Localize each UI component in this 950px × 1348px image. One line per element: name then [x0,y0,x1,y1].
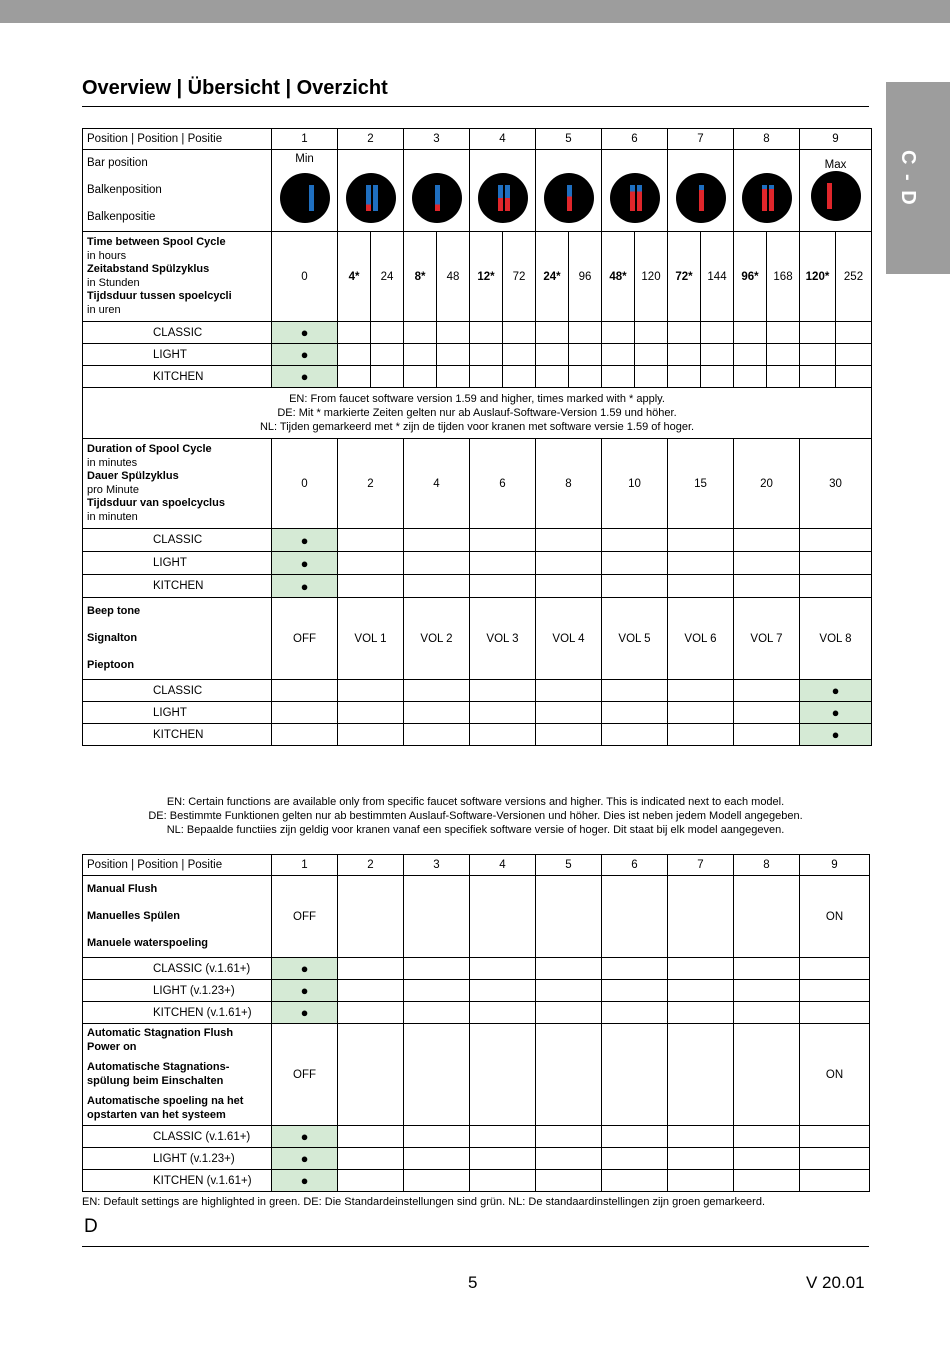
position-1: 1 [272,129,338,150]
time-between-row [83,232,872,322]
stagnation-row [83,1024,870,1126]
default-dot: ● [272,366,338,388]
default-dot: ● [272,958,338,980]
default-dot: ● [272,552,338,575]
time-value: 168 [767,232,800,322]
model-row-classic [83,529,872,552]
duration-value: 2 [338,439,404,529]
model-row-classic [83,1126,870,1148]
duration-value: 15 [668,439,734,529]
max-label: Max [824,158,847,171]
model-row-classic [83,322,872,344]
model-label: LIGHT (v.1.23+) [83,1148,272,1170]
beep-row [83,598,872,680]
bar-cell-5 [536,150,602,232]
model-label: LIGHT [83,702,272,724]
time-value: 120 [635,232,668,322]
footer-rule [82,1246,869,1247]
section-tab-label: C - D [897,150,919,207]
position-7: 7 [668,129,734,150]
beep-value: VOL 2 [404,598,470,680]
duration-label: Duration of Spool Cycle in minutes Dauer Spülzyklus pro Minute Tijdsduur van spoelcyclus in minuten [83,439,272,529]
position-row [83,129,872,150]
bar-cell-3 [404,150,470,232]
bar-indicator-icon [412,173,462,223]
model-label: LIGHT [83,552,272,575]
model-row-light [83,344,872,366]
bar-cell-2 [338,150,404,232]
model-row-kitchen [83,1002,870,1024]
time-between-label: Time between Spool Cycle in hours Zeitabstand Spülzyklus in Stunden Tijdsduur tussen spoelcycli in uren [83,232,272,322]
duration-value: 8 [536,439,602,529]
model-label: KITCHEN [83,575,272,598]
default-dot: ● [272,980,338,1002]
position-4: 4 [470,855,536,876]
position-5: 5 [536,855,602,876]
position-4: 4 [470,129,536,150]
model-label: CLASSIC [83,680,272,702]
duration-value: 20 [734,439,800,529]
model-row-classic [83,958,870,980]
time-value: 96 [569,232,602,322]
model-row-kitchen [83,724,872,746]
manual-flush-row [83,876,870,958]
bar-cell-1 [272,150,338,232]
time-value: 72* [668,232,701,322]
model-row-light [83,980,870,1002]
model-row-classic [83,680,872,702]
min-label: Min [295,153,314,165]
on-value: ON [800,876,870,958]
page-title: Overview | Übersicht | Overzicht [82,77,388,99]
position-2: 2 [338,129,404,150]
bar-indicator-icon [346,173,396,223]
beep-value: VOL 4 [536,598,602,680]
beep-value: VOL 7 [734,598,800,680]
time-value: 24 [371,232,404,322]
bar-position-label: Bar position Balkenposition Balkenpositie [83,150,272,232]
default-dot: ● [272,322,338,344]
position-label: Position | Position | Positie [83,855,272,876]
model-row-kitchen [83,366,872,388]
version-label: V 20.01 [806,1273,865,1292]
duration-value: 4 [404,439,470,529]
position-9: 9 [800,129,872,150]
page-number: 5 [468,1273,478,1292]
position-1: 1 [272,855,338,876]
beep-label: Beep tone Signalton Pieptoon [83,598,272,680]
time-value: 72 [503,232,536,322]
beep-value: VOL 5 [602,598,668,680]
off-value: OFF [272,1024,338,1126]
time-value: 48* [602,232,635,322]
beep-value: VOL 6 [668,598,734,680]
time-value: 144 [701,232,734,322]
bar-cell-9 [800,150,872,232]
position-5: 5 [536,129,602,150]
position-9: 9 [800,855,870,876]
default-dot: ● [272,1148,338,1170]
time-value: 12* [470,232,503,322]
beep-value: OFF [272,598,338,680]
model-label: KITCHEN [83,366,272,388]
time-value: 252 [836,232,872,322]
duration-value: 6 [470,439,536,529]
top-bar [0,0,950,23]
time-value: 24* [536,232,569,322]
default-settings-note: EN: Default settings are highlighted in green. DE: Die Standardeinstellungen sind grün. NL: De standaardinstellingen zijn groen gemarkeerd. [82,1196,766,1208]
position-7: 7 [668,855,734,876]
position-8: 8 [734,129,800,150]
beep-value: VOL 3 [470,598,536,680]
model-row-light [83,552,872,575]
position-label: Position | Position | Positie [83,129,272,150]
position-3: 3 [404,855,470,876]
version-note: EN: From faucet software version 1.59 and higher, times marked with * apply. DE: Mit * markierte Zeiten gelten nur ab Auslauf-Software-Version 1.59 und höher. NL: Tijden gemarkeerd met * zijn de tijden voor kranen met software versie 1.59 of hoger. [83,388,872,439]
time-value: 96* [734,232,767,322]
position-2: 2 [338,855,404,876]
default-dot: ● [800,680,872,702]
bar-indicator-icon [676,173,726,223]
duration-value: 0 [272,439,338,529]
default-dot: ● [800,702,872,724]
time-value: 120* [800,232,836,322]
default-dot: ● [800,724,872,746]
bar-cell-8 [734,150,800,232]
time-value: 8* [404,232,437,322]
model-label: KITCHEN [83,724,272,746]
duration-value: 30 [800,439,872,529]
default-dot: ● [272,344,338,366]
position-8: 8 [734,855,800,876]
model-label: CLASSIC [83,529,272,552]
model-label: KITCHEN (v.1.61+) [83,1170,272,1192]
bar-indicator-icon [610,173,660,223]
time-value: 4* [338,232,371,322]
bar-cell-4 [470,150,536,232]
bar-indicator-icon [742,173,792,223]
model-label: LIGHT (v.1.23+) [83,980,272,1002]
position-3: 3 [404,129,470,150]
bar-position-row [83,150,872,232]
position-6: 6 [602,855,668,876]
position-row [83,855,870,876]
stagnation-label: Automatic Stagnation Flush Power on Automatische Stagnations-spülung beim Einschalten Automatische spoeling na het opstarten van het systeem [83,1024,272,1126]
duration-value: 10 [602,439,668,529]
model-row-kitchen [83,1170,870,1192]
model-label: CLASSIC (v.1.61+) [83,958,272,980]
model-label: KITCHEN (v.1.61+) [83,1002,272,1024]
beep-value: VOL 8 [800,598,872,680]
model-row-kitchen [83,575,872,598]
position-6: 6 [602,129,668,150]
bar-cell-7 [668,150,734,232]
default-dot: ● [272,529,338,552]
beep-value: VOL 1 [338,598,404,680]
bar-indicator-icon [544,173,594,223]
default-dot: ● [272,1170,338,1192]
model-row-light [83,1148,870,1170]
title-rule [82,106,869,107]
default-dot: ● [272,575,338,598]
model-label: LIGHT [83,344,272,366]
default-dot: ● [272,1002,338,1024]
bar-indicator-icon [811,171,861,221]
bar-indicator-icon [280,173,330,223]
off-value: OFF [272,876,338,958]
duration-row [83,439,872,529]
model-label: CLASSIC [83,322,272,344]
default-dot: ● [272,1126,338,1148]
bar-indicator-icon [478,173,528,223]
model-label: CLASSIC (v.1.61+) [83,1126,272,1148]
bar-cell-6 [602,150,668,232]
overview-table-2 [82,854,870,1192]
on-value: ON [800,1024,870,1126]
model-row-light [83,702,872,724]
version-note-row [83,388,872,439]
section-letter: D [84,1216,98,1237]
overview-table-1 [82,128,872,746]
manual-flush-label: Manual Flush Manuelles Spülen Manuele waterspoeling [83,876,272,958]
time-value: 48 [437,232,470,322]
software-version-note: EN: Certain functions are available only from specific faucet software versions and higher. This is indicated next to each model. DE: Bestimmte Funktionen gelten nur ab bestimmten Auslauf-Software-Versionen und höher. Dies ist neben jedem Modell angegeben. NL: Bepaalde functiies zijn geldig voor kranen vanaf een specifiek software versie of hoger. Dit staat bij elk model aangegeven. [148,796,803,836]
time-value: 0 [272,232,338,322]
